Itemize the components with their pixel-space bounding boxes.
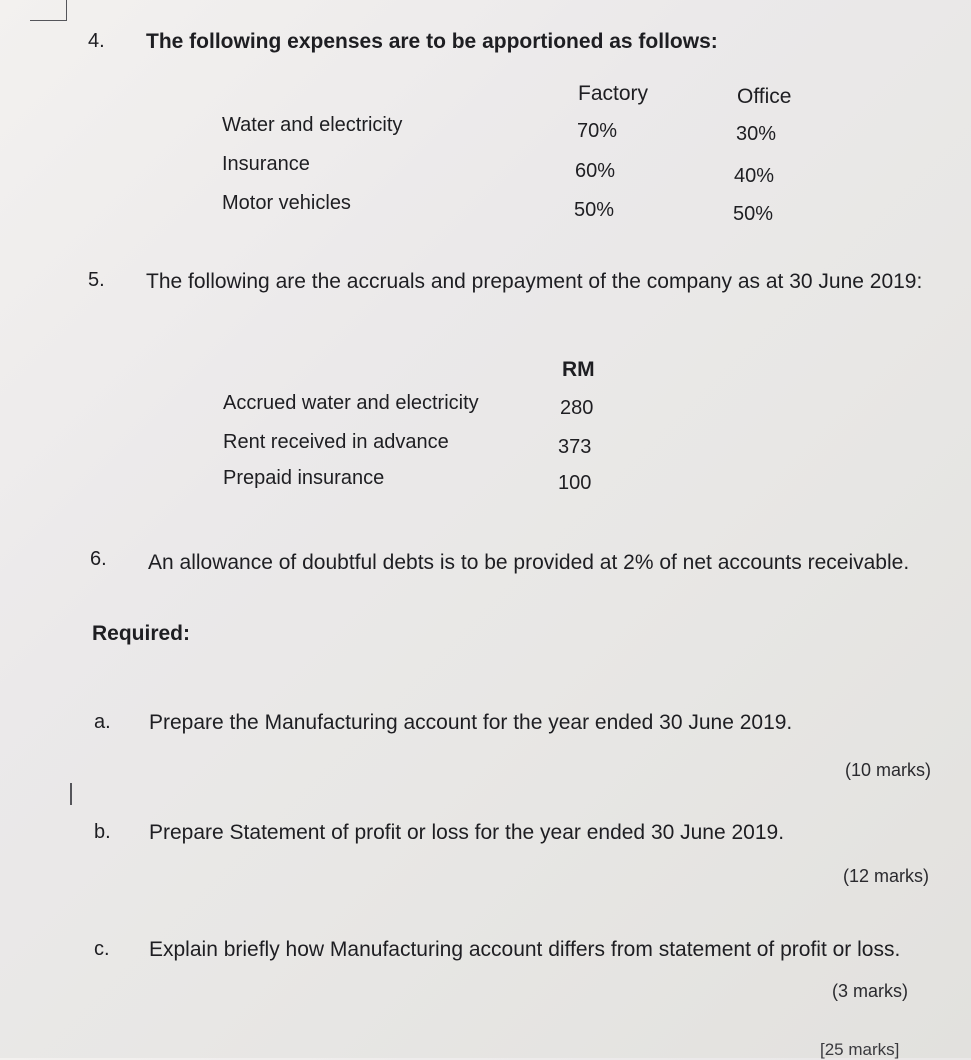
q4-row-label: Insurance [222,153,310,175]
q5-row-label: Prepaid insurance [223,467,385,489]
q5-row-label: Rent received in advance [223,431,449,453]
q5-number: 5. [88,269,105,291]
q5-currency-header: RM [562,358,595,381]
q5-row-amount: 280 [560,397,594,419]
total-marks: [25 marks] [820,1040,900,1059]
q5-row-amount: 373 [558,436,592,458]
q4-row-office: 50% [733,203,774,225]
part-text: Prepare the Manufacturing account for the year ended 30 June 2019. [149,711,793,734]
part-letter: c. [94,938,110,960]
part-marks: (3 marks) [832,981,908,1001]
part-marks: (10 marks) [845,760,932,780]
q4-row-factory: 50% [574,199,615,221]
part-letter: b. [94,821,111,843]
q4-row-factory: 70% [577,120,618,142]
part-text: Prepare Statement of profit or loss for the year ended 30 June 2019. [149,821,785,844]
q4-row-label: Motor vehicles [222,192,351,214]
q4-header-office: Office [737,85,792,108]
q4-row-office: 30% [736,123,777,145]
q5-text: The following are the accruals and prepayment of the company as at 30 June 2019: [146,270,923,293]
part-text: Explain briefly how Manufacturing account differs from statement of profit or loss. [149,938,901,961]
required-heading: Required: [92,622,191,645]
q4-number: 4. [88,30,105,52]
q4-row-label: Water and electricity [222,114,403,136]
margin-mark [70,783,72,805]
q6-number: 6. [90,548,107,570]
q4-header-factory: Factory [578,82,649,105]
q4-row-office: 40% [734,165,775,187]
corner-border [30,0,67,21]
q4-text: The following expenses are to be apportioned as follows: [146,30,718,53]
q6-text: An allowance of doubtful debts is to be provided at 2% of net accounts receivable. [148,551,910,574]
part-letter: a. [94,711,111,733]
q5-row-amount: 100 [558,472,592,494]
q4-row-factory: 60% [575,160,616,182]
part-marks: (12 marks) [843,866,930,886]
q5-row-label: Accrued water and electricity [223,392,479,414]
